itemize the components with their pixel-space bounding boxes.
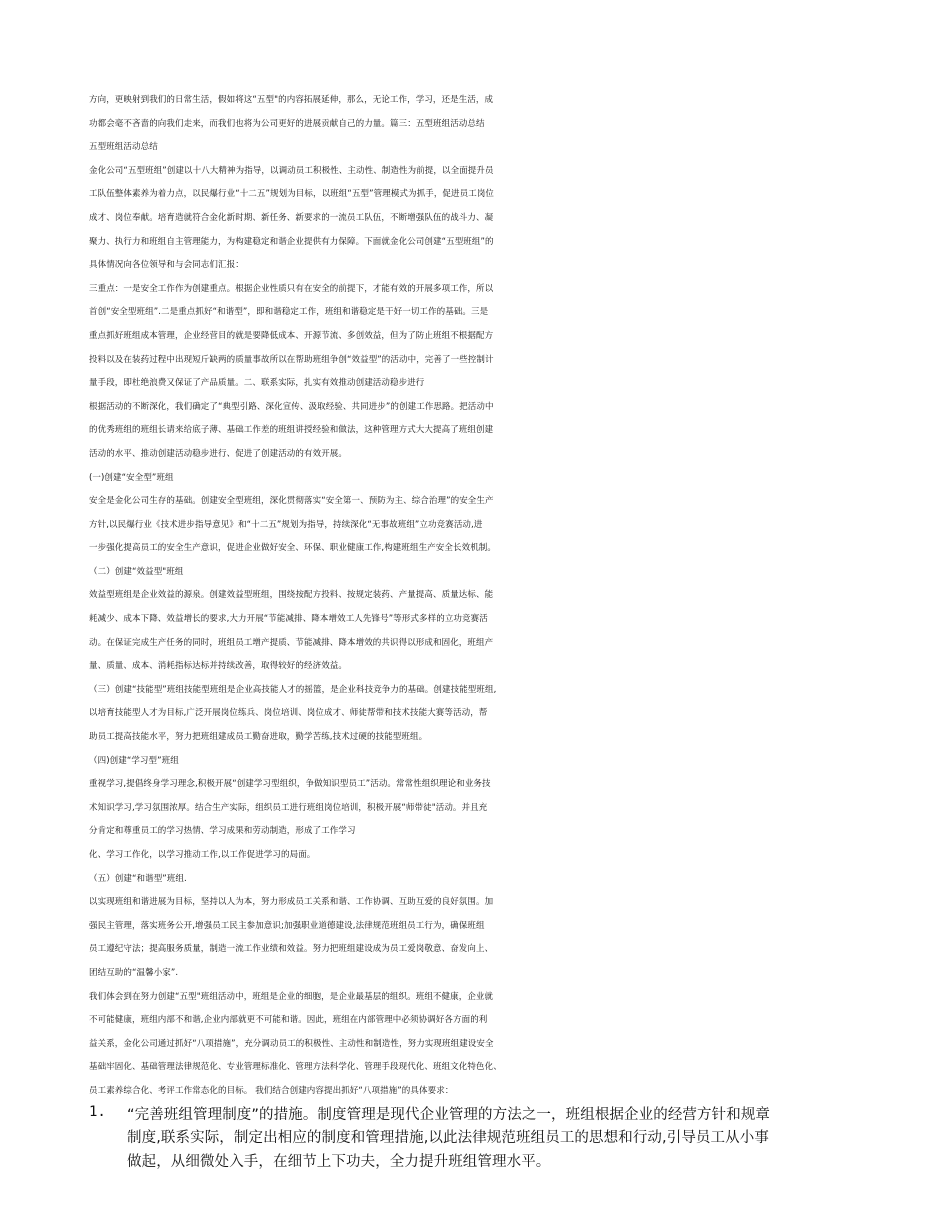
text-line: 金化公司“五型班组”创建以十八大精神为指导，以调动员工积极性、主动性、制造性为前提，以全面提升员	[89, 165, 494, 176]
text-line: 不可能健康，班组内部不和谐,企业内部就更不可能和谐。因此，班组在内部管理中必须协调好各方面的利	[89, 1015, 488, 1026]
text-line: 耗减少、成本下降、效益增长的要求,大力开展“节能减排、降本增效工人先锋号”等形式多样的立功竞赛活	[89, 614, 488, 625]
text-line: 聚力、执行力和班组自主管理能力，为构建稳定和谐企业提供有力保障。下面就金化公司创建“五型班组”的	[89, 236, 494, 247]
text-line: 以培育技能型人才为目标,广泛开展岗位练兵、岗位培训、岗位成才、师徒帮带和技术技能大赛等活动，帮	[89, 708, 488, 719]
text-line: 强民主管理，落实班务公开,增强员工民主参加意识;加强职业道德建设,法律规范班组员工行为，确保班组	[89, 920, 485, 931]
text-line: 我们体会到在努力创建“五型"班组活动中，班组是企业的细胞，是企业最基层的组织。班组不健康，企业就	[89, 991, 494, 1002]
numbered-list-item	[89, 1104, 950, 1175]
text-line: 团结互助的“温馨小家”.	[89, 967, 179, 978]
text-line: 动。在保证完成生产任务的同时，班组员工增产提质、节能减排、降本增效的共识得以形成和固化，班组产	[89, 637, 494, 648]
text-line: 员工素养综合化、考评工作常态化的目标。 我们结合创建内容提出抓好“八项措施”的具体要求：	[89, 1085, 454, 1096]
text-line: 具体情况向各位领导和与会同志们汇报：	[89, 260, 244, 271]
text-line: 的优秀班组的班组长请来给底子薄、基础工作差的班组讲授经验和做法，这种管理方式大大提高了班组创建	[89, 425, 494, 436]
text-line: 重视学习,提倡终身学习理念,积极开展“创建学习型组织，争做知识型员工”活动。常常性组织理论和业务技	[89, 779, 491, 790]
list-item-line: 制度,联系实际，制定出相应的制度和管理措施,以此法律规范班组员工的思想和行动,引导员工从小事	[127, 1130, 769, 1147]
text-line: 分肯定和尊重员工的学习热情、学习成果和劳动制造，形成了工作学习	[89, 826, 356, 837]
text-line: 工队伍整体素养为着力点，以民爆行业“十二五”规划为目标，以班组“五型”管理模式为抓手，促进员工岗位	[89, 189, 495, 200]
text-line: 员工遵纪守法；提高服务质量，制造一流工作业绩和效益。努力把班组建设成为员工爱岗敬意、奋发向上、	[89, 944, 494, 955]
text-line: 化、学习工作化，以学习推动工作,以工作促进学习的局面。	[89, 850, 316, 860]
text-line: （四)创建“学习型”班组	[89, 755, 179, 766]
text-line: 功都会毫不吝啬的向我们走来，而我们也将为公司更好的进展贡献自己的力量。篇三：五型班组活动总结	[89, 118, 485, 129]
text-line: (一)创建“安全型”班组	[89, 472, 174, 483]
text-line: 三重点：一是安全工作作为创建重点。根据企业性质只有在安全的前提下，才能有效的开展多项工作，所以	[89, 283, 494, 294]
list-item-text	[127, 1104, 770, 1175]
text-line: 益关系，金化公司通过抓好“八项措施”，充分调动员工的积极性、主动性和制造性，努力实现班组建设安全	[89, 1038, 494, 1049]
text-line: 安全是金化公司生存的基础。创建安全型班组，深化贯彻落实“安全第一、预防为主、综合治理”的安全生产	[89, 496, 494, 507]
text-line: 首创“安全型班组”.二是重点抓好“和谐型”，即和谐稳定工作，班组和谐稳定是干好一切工作的基础。三是	[89, 307, 489, 318]
text-line: 基础牢固化、基础管理法律规范化、专业管理标准化、管理方法科学化、管理手段现代化、班组文化特色化、	[89, 1062, 502, 1073]
text-line: 量手段，即杜绝浪费又保证了产品质量。二、联系实际，扎实有效推动创建活动稳步进行	[89, 378, 425, 389]
list-item-number: 1.	[89, 1103, 106, 1120]
text-line: 方针,以民爆行业《技术进步指导意见》和“十二五”规划为指导，持续深化“无事故班组”立功竞赛活动,进	[89, 519, 483, 530]
list-item-line: 做起，从细微处入手，在细节上下功夫，全力提升班组管理水平。	[127, 1153, 551, 1170]
text-line: （二）创建“效益型"班组	[89, 566, 184, 577]
text-line: （五）创建“和谐型”班组.	[89, 873, 187, 884]
text-line: （三）创建“技能型”班组技能型班组是企业高技能人才的摇篮，是企业科技竞争力的基础。创建技能型班组,	[89, 684, 497, 695]
list-item-line: “完善班组管理制度”的措施。制度管理是现代企业管理的方法之一，班组根据企业的经营方针和规章	[127, 1106, 771, 1123]
text-line: 一步强化提高员工的安全生产意识，促进企业做好安全、环保、职业健康工作,构建班组生产安全长效机制。	[89, 543, 497, 554]
text-line: 重点抓好班组成本管理，企业经营目的就是要降低成本、开源节流、多创效益，但为了防止班组不根据配方	[89, 330, 494, 341]
text-line: 五型班组活动总结	[89, 142, 158, 153]
text-line: 根据活动的不断深化，我们确定了“典型引路、深化宣传、汲取经验、共同进步”的创建工作思路。把活动中	[89, 401, 494, 412]
text-line: 活动的水平、推动创建活动稳步进行、促进了创建活动的有效开展。	[89, 448, 348, 459]
text-line: 投料以及在装药过程中出现短斤缺两的质量事故所以在帮助班组争创“效益型”的活动中，完善了一些控制计	[89, 354, 494, 365]
text-line: 术知识学习,学习氛围浓厚。结合生产实际，组织员工进行班组岗位培训，积极开展“师带徒"活动。并且充	[89, 802, 488, 813]
text-line: 助员工提高技能水平，努力把班组建成员工勤奋进取，勤学苦练,技术过硬的技能型班组。	[89, 732, 428, 743]
document-body	[89, 89, 950, 1104]
text-line: 方向，更映射到我们的日常生活，假如将这“五型"的内容拓展延伸，那么，无论工作，学习，还是生活，成	[89, 95, 494, 105]
text-line: 成才、岗位奉献。培育造就符合金化新时期、新任务、新要求的一流员工队伍，不断增强队伍的战斗力、凝	[89, 212, 494, 223]
text-line: 量、质量、成本、消耗指标达标并持续改善，取得较好的经济效益。	[89, 661, 348, 672]
text-line: 以实现班组和谐进展为目标，坚持以人为本，努力形成员工关系和谐、工作协调、互助互爱的良好氛围。加	[89, 897, 494, 908]
text-line: 效益型班组是企业效益的源泉。创建效益型班组，围绕按配方投料、按规定装药、产量提高、质量达标、能	[89, 590, 494, 601]
